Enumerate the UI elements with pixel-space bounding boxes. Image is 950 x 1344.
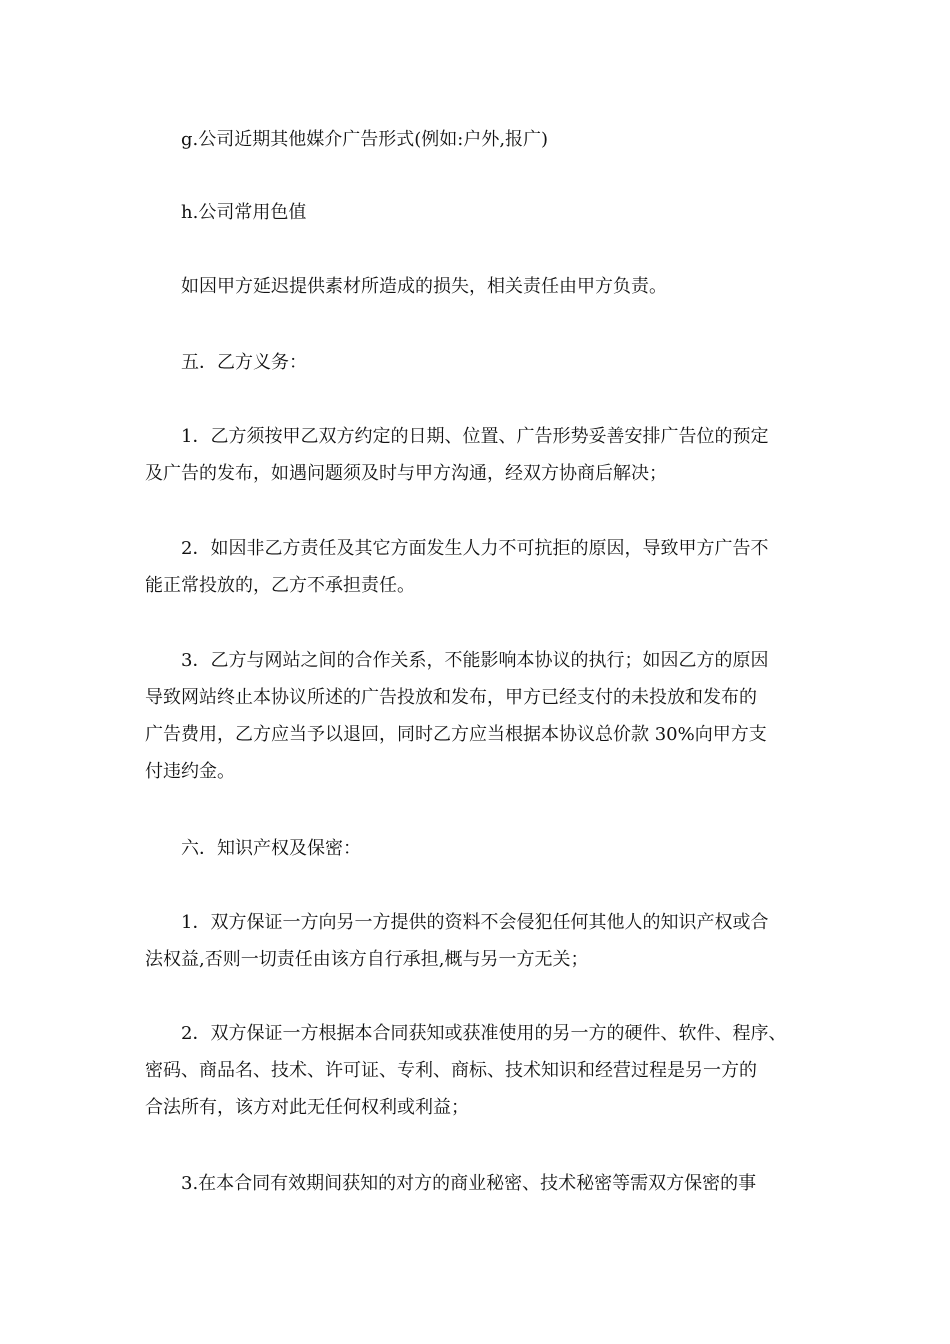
paragraph-s5-item-1 xyxy=(145,418,815,492)
text-line: 广告费用，乙方应当予以退回，同时乙方应当根据本协议总价款 30%向甲方支 xyxy=(145,724,767,745)
section-6-heading xyxy=(145,830,815,867)
text-line: 3．乙方与网站之间的合作关系，不能影响本协议的执行；如因乙方的原因 xyxy=(181,650,769,671)
paragraph-s5-item-3 xyxy=(145,642,815,790)
text-line: 3.在本合同有效期间获知的对方的商业秘密、技术秘密等需双方保密的事 xyxy=(181,1173,757,1194)
section-5-heading xyxy=(145,344,815,381)
paragraph-item-h xyxy=(145,194,815,231)
text-line: 合法所有，该方对此无任何权利或利益； xyxy=(145,1097,469,1118)
paragraph-s5-item-2 xyxy=(145,530,815,604)
text-line: 密码、商品名、技术、许可证、专利、商标、技术知识和经营过程是另一方的 xyxy=(145,1060,757,1081)
text-line: 导致网站终止本协议所述的广告投放和发布，甲方已经支付的未投放和发布的 xyxy=(145,687,757,708)
text-line: 法权益,否则一切责任由该方自行承担,概与另一方无关； xyxy=(145,949,589,970)
heading-text: 六．知识产权及保密： xyxy=(181,838,361,859)
text-line: 付违约金。 xyxy=(145,761,235,782)
text-line: h.公司常用色值 xyxy=(181,202,307,223)
paragraph-delay-note xyxy=(145,268,815,305)
text-line: g.公司近期其他媒介广告形式(例如:户外,报广) xyxy=(181,129,549,150)
heading-text: 五．乙方义务： xyxy=(181,352,307,373)
paragraph-s6-item-1 xyxy=(145,904,815,978)
text-line: 2．双方保证一方根据本合同获知或获准使用的另一方的硬件、软件、程序、 xyxy=(181,1023,787,1044)
text-line: 1．双方保证一方向另一方提供的资料不会侵犯任何其他人的知识产权或合 xyxy=(181,912,769,933)
paragraph-s6-item-2 xyxy=(145,1015,815,1126)
text-line: 1．乙方须按甲乙双方约定的日期、位置、广告形势妥善安排广告位的预定 xyxy=(181,426,769,447)
text-line: 及广告的发布，如遇问题须及时与甲方沟通，经双方协商后解决； xyxy=(145,463,667,484)
text-line: 2．如因非乙方责任及其它方面发生人力不可抗拒的原因，导致甲方广告不 xyxy=(181,538,769,559)
text-line: 如因甲方延迟提供素材所造成的损失，相关责任由甲方负责。 xyxy=(181,276,667,297)
paragraph-item-g xyxy=(145,121,815,158)
text-line: 能正常投放的，乙方不承担责任。 xyxy=(145,575,415,596)
paragraph-s6-item-3 xyxy=(145,1165,815,1202)
